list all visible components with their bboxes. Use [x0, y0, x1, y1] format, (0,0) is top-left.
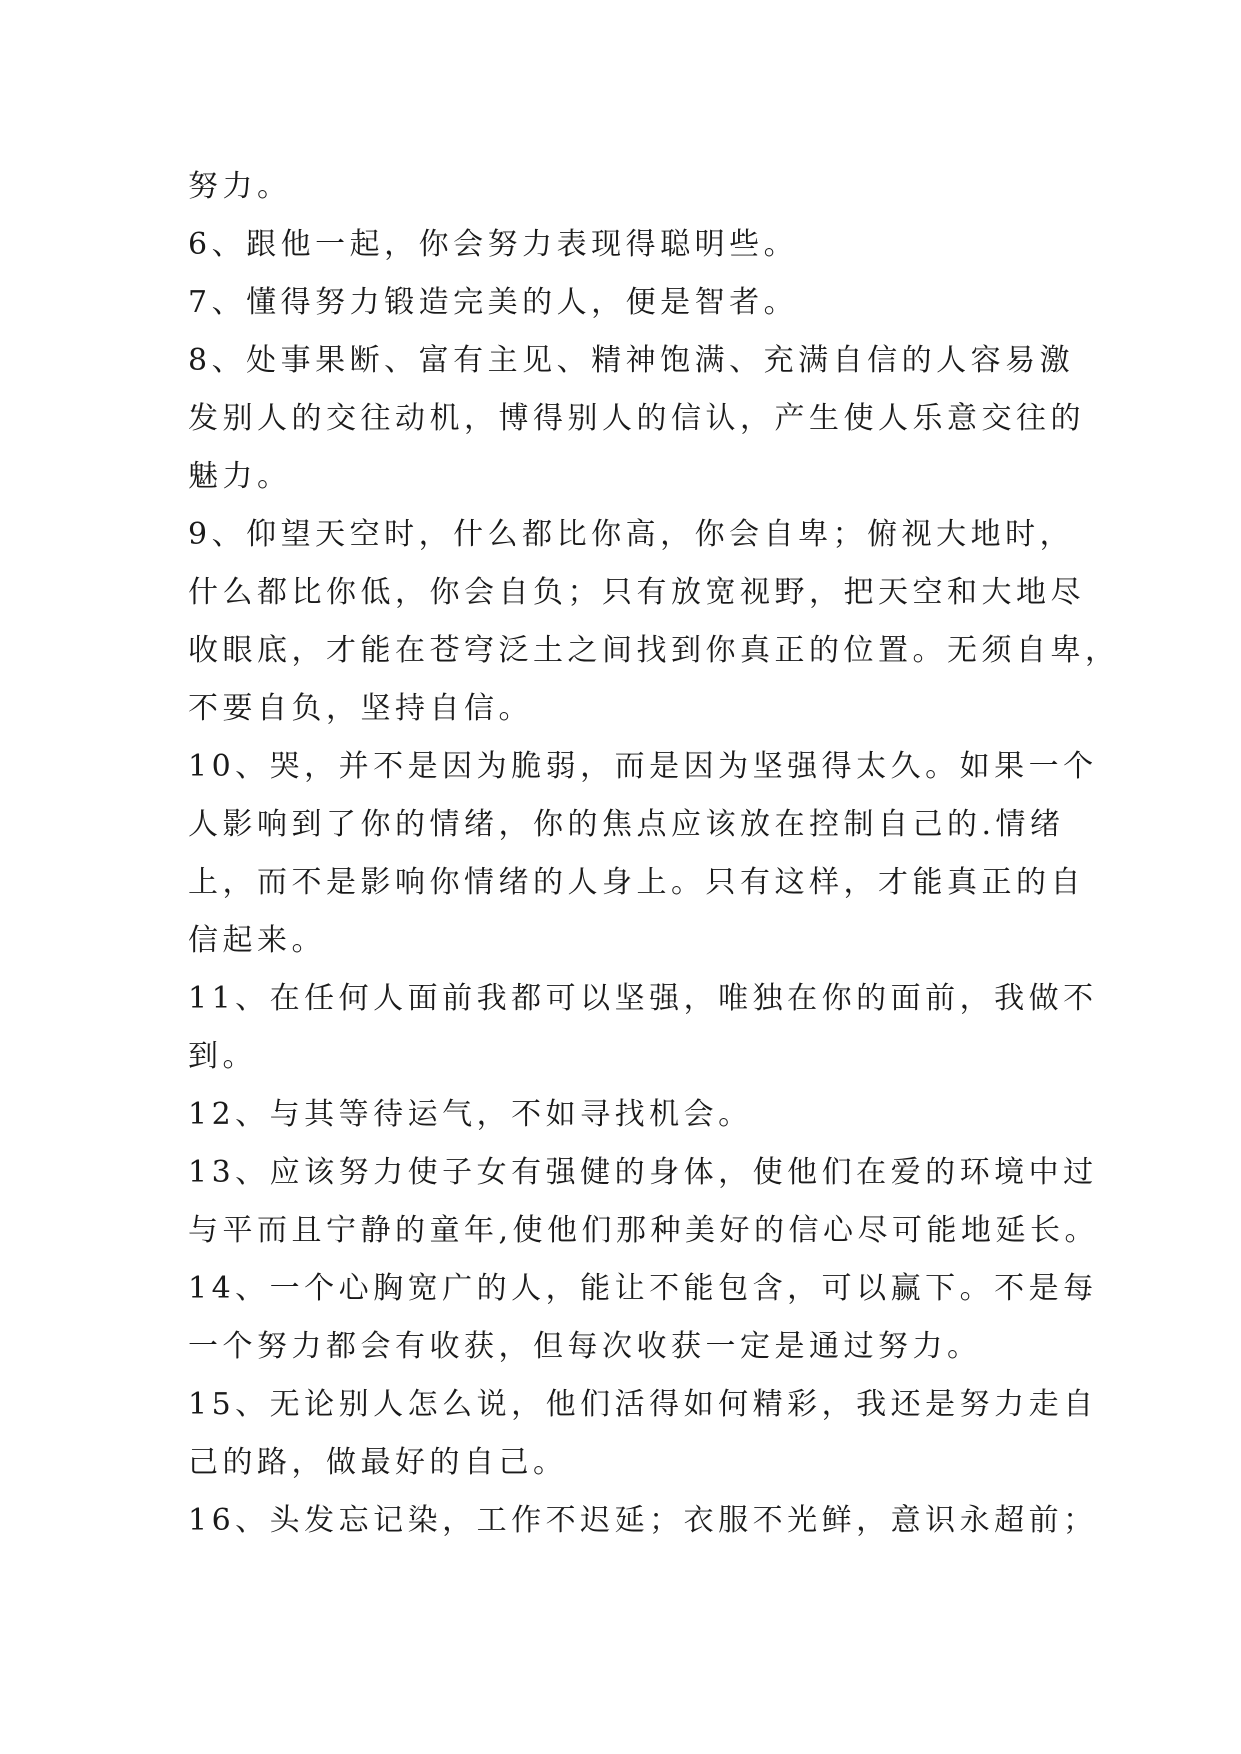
text-line: 与平而且宁静的童年,使他们那种美好的信心尽可能地延长。 [188, 1213, 1100, 1248]
text-line: 10、哭，并不是因为脆弱，而是因为坚强得太久。如果一个 [188, 749, 1098, 784]
document-body [188, 158, 1120, 1550]
text-line: 9、仰望天空时，什么都比你高，你会自卑；俯视大地时， [188, 517, 1075, 552]
text-line: 12、与其等待运气，不如寻找机会。 [188, 1097, 753, 1132]
text-line: 努力。 [188, 169, 292, 204]
text-line: 11、在任何人面前我都可以坚强，唯独在你的面前，我做不 [188, 981, 1098, 1016]
text-line: 一个努力都会有收获，但每次收获一定是通过努力。 [188, 1329, 982, 1364]
text-line: 14、一个心胸宽广的人，能让不能包含，可以赢下。不是每 [188, 1271, 1098, 1306]
text-line: 己的路，做最好的自己。 [188, 1445, 568, 1480]
text-line: 到。 [188, 1039, 257, 1074]
text-line: 发别人的交往动机，博得别人的信认，产生使人乐意交往的 [188, 401, 1085, 436]
text-line: 8、处事果断、富有主见、精神饱满、充满自信的人容易激 [188, 343, 1075, 378]
text-line: 7、懂得努力锻造完美的人，便是智者。 [188, 285, 799, 320]
text-line: 魅力。 [188, 459, 292, 494]
text-line: 什么都比你低，你会自负；只有放宽视野，把天空和大地尽 [188, 575, 1085, 610]
text-line: 不要自负，坚持自信。 [188, 691, 533, 726]
text-line: 收眼底，才能在苍穹泛土之间找到你真正的位置。无须自卑， [188, 633, 1120, 668]
text-line: 6、跟他一起，你会努力表现得聪明些。 [188, 227, 799, 262]
text-line: 上，而不是影响你情绪的人身上。只有这样，才能真正的自 [188, 865, 1085, 900]
text-line: 人影响到了你的情绪，你的焦点应该放在控制自己的.情绪 [188, 807, 1065, 842]
text-line: 信起来。 [188, 923, 326, 958]
text-line: 15、无论别人怎么说，他们活得如何精彩，我还是努力走自 [188, 1387, 1098, 1422]
text-line: 16、头发忘记染，工作不迟延；衣服不光鲜，意识永超前； [188, 1503, 1098, 1538]
text-line: 13、应该努力使子女有强健的身体，使他们在爱的环境中过 [188, 1155, 1098, 1190]
